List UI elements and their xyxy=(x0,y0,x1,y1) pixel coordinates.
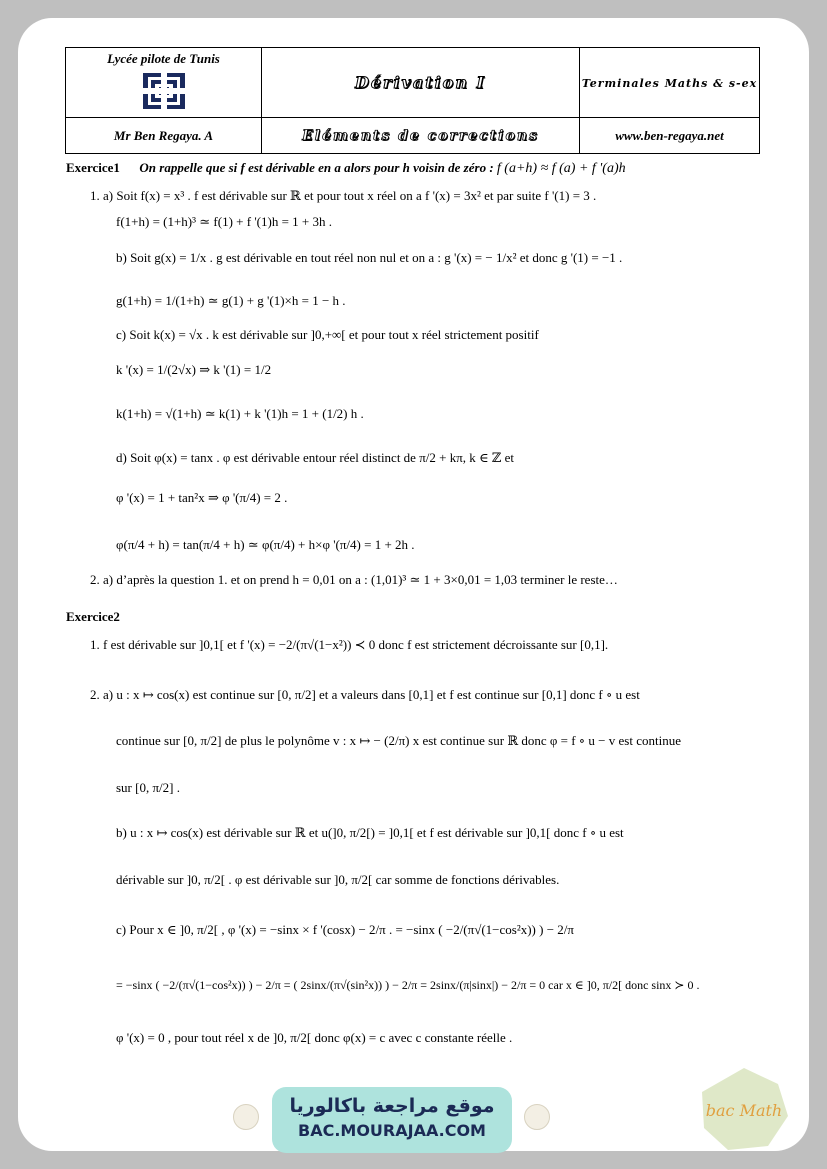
ex1-line-11: 2. a) d’après la question 1. et on prend h = 0,01 on a : (1,01)³ ≃ 1 + 3×0,01 = 1,03 terminer le reste… xyxy=(90,572,618,587)
left-site-logo-icon xyxy=(233,1104,259,1130)
right-site-logo-icon xyxy=(524,1104,550,1130)
ex1-line-10: φ(π/4 + h) = tan(π/4 + h) ≃ φ(π/4) + h×φ '(π/4) = 1 + 2h . xyxy=(116,537,415,552)
footer-arabic-text: موقع مراجعة باكالوريا xyxy=(289,1095,495,1117)
ex2-line-9: φ '(x) = 0 , pour tout réel x de ]0, π/2[ donc φ(x) = c avec c constante réelle . xyxy=(116,1030,513,1045)
ex2-line-6: dérivable sur ]0, π/2[ . φ est dérivable sur ]0, π/2[ car somme de fonctions dérivables. xyxy=(116,872,560,887)
ex2-line-5: b) u : x ↦ cos(x) est dérivable sur ℝ et u(]0, π/2[) = ]0,1[ et f est dérivable sur ]0,1[ donc f ∘ u est xyxy=(116,825,624,840)
ex1-line-1: 1. a) Soit f(x) = x³ . f est dérivable sur ℝ et pour tout x réel on a f '(x) = 3x² et par suite f '(1) = 3 . xyxy=(90,188,597,203)
ex2-line-3: continue sur [0, π/2] de plus le polynôme v : x ↦ − (2/π) x est continue sur ℝ donc φ = f ∘ u − v est continue xyxy=(116,733,681,748)
bac-math-logo-text: bac Math xyxy=(705,1101,783,1120)
school-cell xyxy=(66,48,262,118)
teacher-name: Mr Ben Regaya. A xyxy=(113,127,214,143)
ex2-line-8: = −sinx ( −2/(π√(1−cos²x)) ) − 2/π = ( 2sinx/(π√(sin²x)) ) − 2/π = 2sinx/(π|sinx|) − 2/π = 0 car x ∈ ]0, π/2[ donc sinx ≻ 0 . xyxy=(116,978,700,992)
ex2-line-7: c) Pour x ∈ ]0, π/2[ , φ '(x) = −sinx × f '(cosx) − 2/π . = −sinx ( −2/(π√(1−cos²x)) ) − 2/π xyxy=(116,922,574,937)
ex1-line-5: c) Soit k(x) = √x . k est dérivable sur ]0,+∞[ et pour tout x réel strictement positif xyxy=(116,327,539,342)
document-subtitle: Eléments de corrections xyxy=(302,127,539,144)
ex2-line-2: 2. a) u : x ↦ cos(x) est continue sur [0, π/2] et a valeurs dans [0,1] et f est continue sur [0,1] donc f ∘ u est xyxy=(90,687,640,702)
footer-banner[interactable] xyxy=(272,1087,512,1153)
footer-url[interactable]: BAC.MOURAJAA.COM xyxy=(298,1121,486,1140)
ex1-line-8: d) Soit φ(x) = tanx . φ est dérivable entour réel distinct de π/2 + kπ, k ∈ ℤ et xyxy=(116,450,515,465)
ex1-line-3: b) Soit g(x) = 1/x . g est dérivable en tout réel non nul et on a : g '(x) = − 1/x² et donc g '(1) = −1 . xyxy=(116,250,623,265)
teacher-cell xyxy=(66,118,262,154)
document-title: Dérivation I xyxy=(354,73,487,92)
exercise-1-title: Exercice1 xyxy=(66,160,120,175)
school-name: Lycée pilote de Tunis xyxy=(107,50,220,66)
bac-math-logo xyxy=(698,1066,790,1152)
class-level: Terminales Maths & s-ex xyxy=(581,76,758,90)
exercise-1-intro: On rappelle que si f est dérivable en a alors pour h voisin de zéro : xyxy=(139,160,494,175)
school-logo-icon xyxy=(141,71,187,111)
exercise-1-heading xyxy=(66,160,626,178)
ex1-line-9: φ '(x) = 1 + tan²x ⇒ φ '(π/4) = 2 . xyxy=(116,490,288,505)
exercise-2-title: Exercice2 xyxy=(66,609,120,624)
ex2-line-1: 1. f est dérivable sur ]0,1[ et f '(x) = −2/(π√(1−x²)) ≺ 0 donc f est strictement décroissante sur [0,1]. xyxy=(90,637,609,652)
website-link[interactable]: www.ben-regaya.net xyxy=(615,127,724,143)
exercise-1-intro-formula: f (a+h) ≈ f (a) + f '(a)h xyxy=(496,161,626,176)
subtitle-cell xyxy=(262,118,580,154)
title-cell xyxy=(262,48,580,118)
ex1-line-7: k(1+h) = √(1+h) ≃ k(1) + k '(1)h = 1 + (1/2) h . xyxy=(116,406,364,421)
header-table xyxy=(65,47,760,154)
website-cell xyxy=(580,118,760,154)
ex1-line-6: k '(x) = 1/(2√x) ⇒ k '(1) = 1/2 xyxy=(116,362,272,377)
ex1-line-2: f(1+h) = (1+h)³ ≃ f(1) + f '(1)h = 1 + 3h . xyxy=(116,214,332,229)
level-cell xyxy=(580,48,760,118)
ex1-line-4: g(1+h) = 1/(1+h) ≃ g(1) + g '(1)×h = 1 − h . xyxy=(116,293,346,308)
ex2-line-4: sur [0, π/2] . xyxy=(116,780,180,795)
